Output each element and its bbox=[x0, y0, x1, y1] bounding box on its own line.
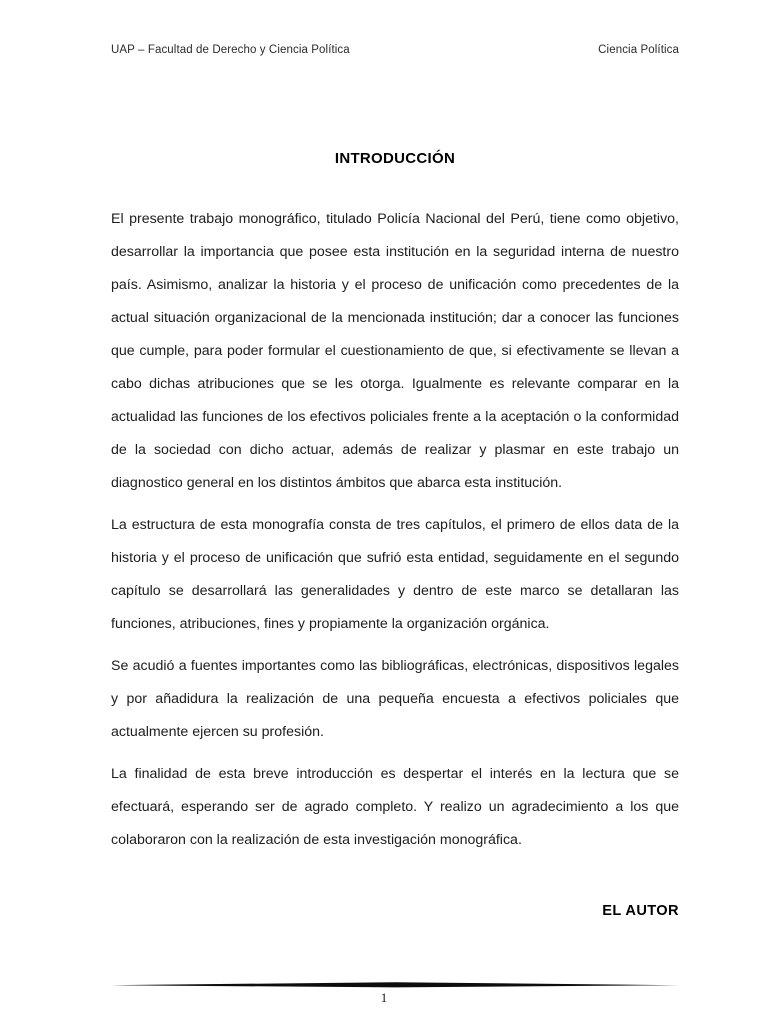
page-title: INTRODUCCIÓN bbox=[334, 150, 456, 167]
footer-decorative-rule bbox=[111, 981, 679, 990]
paragraph-3: Se acudió a fuentes importantes como las bibliográficas, electrónicas, dispositivos legales y por añadidura la realización de una pequeña encuesta a efectivos policiales que actualmente ejercen su profesión. bbox=[111, 658, 679, 740]
paragraph-2: La estructura de esta monografía consta de tres capítulos, el primero de ellos data de la historia y el proceso de unificación que sufrió esta entidad, seguidamente en el segundo capítulo se desarrollará las generalidades y dentro de este marco se detallaran las funciones, atribuciones, fines y propiamente la organización orgánica. bbox=[111, 517, 679, 632]
header-left-text: UAP – Facultad de Derecho y Ciencia Política bbox=[111, 44, 350, 56]
page-number: 1 bbox=[380, 990, 388, 1005]
author-signature: EL AUTOR bbox=[602, 903, 679, 919]
page-footer bbox=[0, 974, 768, 1024]
header-right-text: Ciencia Política bbox=[598, 44, 679, 56]
paragraph-4: La finalidad de esta breve introducción es despertar el interés en la lectura que se efectuará, esperando ser de agrado completo. Y realizo un agradecimiento a los que colaboraron con la realización de esta investigación monográfica. bbox=[111, 766, 679, 848]
document-body bbox=[111, 150, 679, 857]
running-header bbox=[111, 44, 679, 56]
tapered-line-shape bbox=[111, 981, 679, 990]
paragraph-1: El presente trabajo monográfico, titulado Policía Nacional del Perú, tiene como objetivo, desarrollar la importancia que posee esta institución en la seguridad interna de nuestro país. Asimismo, analizar la historia y el proceso de unificación como precedentes de la actual situación organizacional de la mencionada institución; dar a conocer las funciones que cumple, para poder formular el cuestionamiento de que, si efectivamente se llevan a cabo dichas atribuciones que se les otorga. Igualmente es relevante comparar en la actualidad las funciones de los efectivos policiales frente a la aceptación o la conformidad de la sociedad con dicho actuar, además de realizar y plasmar en este trabajo un diagnostico general en los distintos ámbitos que abarca esta institución. bbox=[111, 211, 679, 491]
